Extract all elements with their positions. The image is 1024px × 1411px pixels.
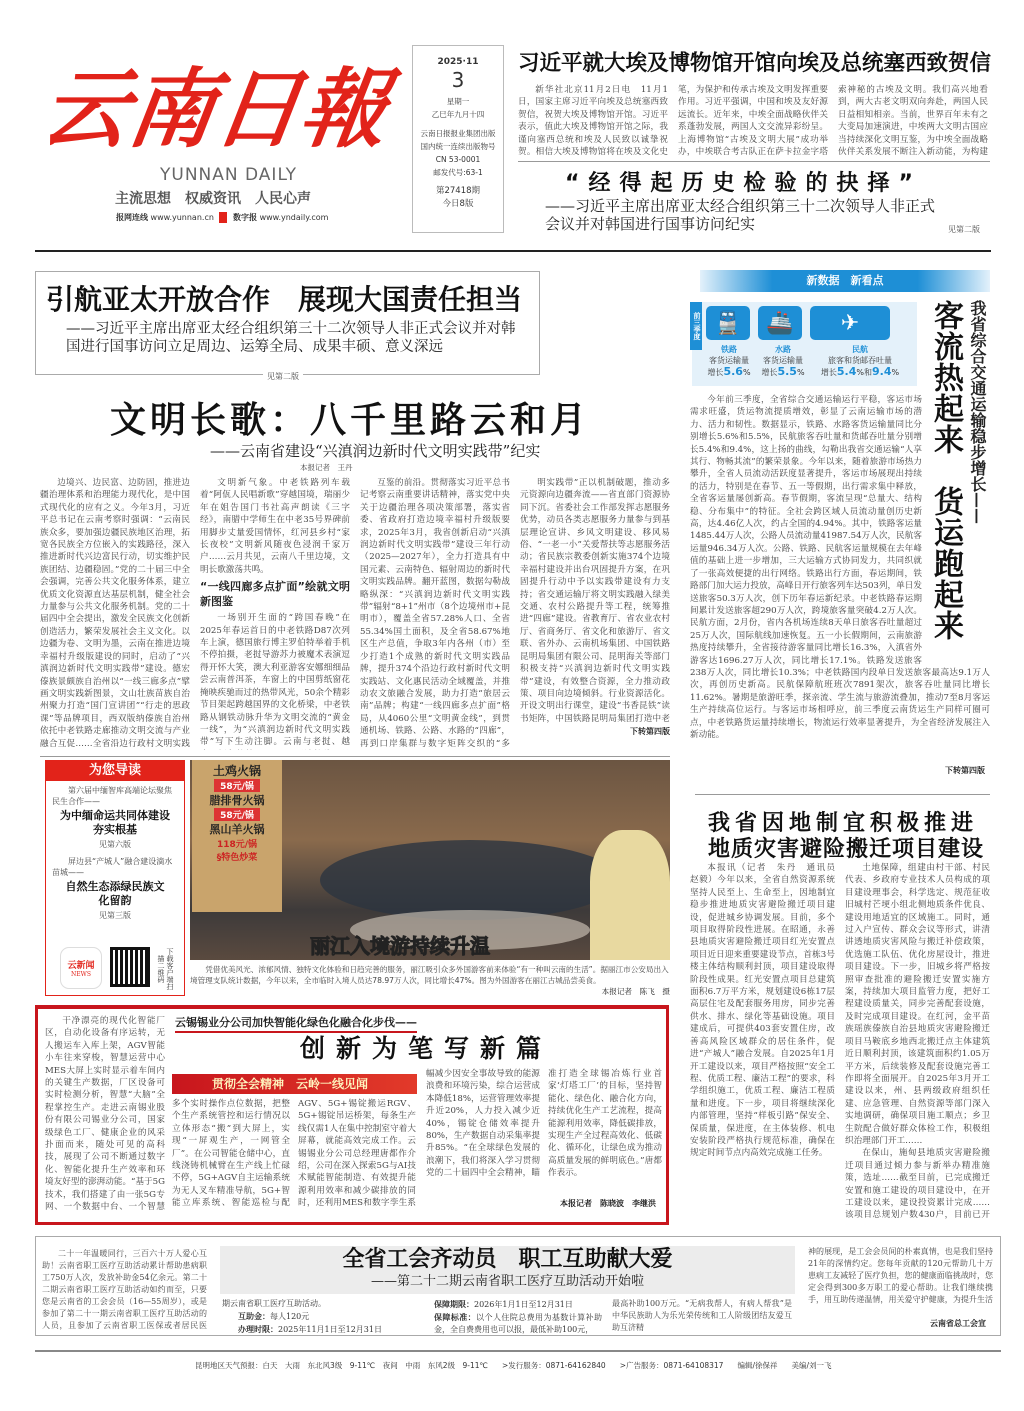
tin-col-3: AGV、5G+锡锭搬运RGV、5G+锡锭吊运桥架，每条生产线仅需1人在集中控制室守着大屏幕，就能高效完成工作。云锡锡业分公司总经理唐都作介绍，公司在深入探索5G与AI技术赋能智能制造、有效提升能源利用效率和减少碳排放的同时，还利用MES和数字孪生系 xyxy=(298,1099,416,1209)
union-title-band: 全省工会齐动员 职工互助献大爱 ——第二十二期云南省职工医疗互助活动开始啦 xyxy=(220,1246,795,1294)
divider xyxy=(518,161,990,162)
apec-subtitle: ——习近平主席出席亚太经合组织第三十二次领导人非正式会议并对韩国进行国事访问立足周边、运筹全局、成果丰硕、意义深远 xyxy=(66,321,516,355)
union-mid-1: 期云南省职工医疗互助活动。 互助金：每人120元 办理时限：2025年11月1日至12月31日 xyxy=(222,1299,382,1334)
guide-item-title[interactable]: 自然生态添绿民族文化留韵 xyxy=(65,880,165,907)
period-tag: 前三季度 xyxy=(690,302,702,350)
divider xyxy=(695,794,990,795)
lead-body: 新华社北京11月2日电 11月1日，国家主席习近平向埃及总统塞西致贺信，祝贺大埃及博物馆开馆。习近平表示，值此大埃及博物馆开馆之际，我谨向塞西总统和埃及人民致以诚挚祝贺。相信大埃及博物馆将在埃及文化史 笔，为保护和传承古埃及文明发挥重要作用。习近平强调，中国和埃及友好源远流长。近年来，中埃全面战略伙伴关系蓬勃发展，两国人文交流异彩纷呈。上海博物馆“古埃及文明大展”成功举办，中埃联合考古队正在萨卡拉金字塔 索神秘的古埃及文明。我们高兴地看到，两大古老文明双向奔赴，两国人民日益相知相亲。当前，世界百年未有之大变局加速演进，中埃两大文明古国应当持续深化文明互鉴，为中埃全面战略伙伴关系发展不断注入新动能，为构建 xyxy=(518,85,988,158)
civilization-subtitle: ——云南省建设“兴滇润边新时代文明实践带”纪实 xyxy=(210,442,541,460)
relocation-headline-1[interactable]: 我省因地制宜积极推进 xyxy=(708,811,979,836)
qr-caption: 下载客户端扫描二维码 xyxy=(157,948,174,990)
app-icon[interactable]: 云新闻 NEWS xyxy=(60,947,102,989)
section-rule xyxy=(35,250,991,252)
diners xyxy=(320,840,620,920)
lead-headline[interactable]: 习近平就大埃及博物馆开馆向埃及总统塞西致贺信 xyxy=(518,51,992,76)
tin-kicker: 云锡锡业分公司加快智能化绿色化融合化步伐—— xyxy=(175,1014,417,1033)
web-links: 报网连线 www.yunnan.cn 数字报 www.yndaily.com xyxy=(116,213,329,222)
english-name: YUNNAN DAILY xyxy=(160,165,298,185)
relocation-headline-2[interactable]: 地质灾害避险搬迁项目建设 xyxy=(708,837,985,862)
transport-headline[interactable]: 客流热起来 货运跑起来 xyxy=(928,300,963,641)
union-left: 二十一年温暖同行，三百六十万人爱心互助！云南省职工医疗互助活动累计帮助患病职工750万人次，发放补助金54亿余元。第二十二期云南省职工医疗互助活动如约而至，只要您是云南省的工会会员（16—55周岁），或是参加了第二十一期云南省职工医疗互助活动的人员，且参加了云南省职工医保或者居民医 xyxy=(42,1249,207,1330)
civilization-body: 边境兴、边民富、边防固，推进边疆治理体系和治理能力现代化，是中国式现代化的应有之义。今年3月，习近平总书记在云南考察时强调：“云南民族众多，要加强边疆民族地区治理，拓宽各民族全方位嵌入的实践路径，深入推进新时代兴边富民行动，切实维护民族团结、边疆稳固。”党的二十届三中全会强调，完善公共文化服务体系，建立优质文化资源直达基层机制，健全社会力量参与公共文化服务机制。党的二十届四中全会提出，激发全民族文化创新创造活力，繁荣发展社会主义文化。以边疆为卷、文明为墨，云南在推进边境幸福村升级版建设的同时，启动了“兴滇润边新时代文明实践带”建设。德宏傣族景颇族自治州以“一线三廊多点”擘画文明实践新图景，文山壮族苗族自治州聚力打造“国门宣讲团”“行走的思政课”等品牌项目，西双版纳傣族自治州依托中老铁路走廊推动文明交流与产业融合互促……全省沿边行政村文明实践 文明新气象。中老铁路列车载着“阿佤人民唱新歌”穿越国境，瑞丽少年在姐告国门书社高声朗读《三字经》，南腊中学师生在中老35号界碑前用脚步丈量爱国情怀，红河县乡村“家长夜校”文明新风随夜色浸润千家万户……云月共见，云南八千里边境，文明长歌激荡共鸣。 “一线四廊多点扩面”绘就文明新图鉴 一场别开生面的“跨国春晚”在2025年春运首日的中老铁路D87次列车上演，德国旅行博主罗伯特举着手机不停拍摄，老挝导游苏力被魔术表演逗得开怀大笑，澳大利亚游客安娜细细品尝云南普洱茶，车窗上的中国剪纸窗花掩映疾驰而过的热带风光，50余个精彩节目架起跨越国界的文化桥梁，中老铁路从钢铁动脉升华为文明交流的“黄金一线”，为“兴滇润边新时代文明实践带”写下生动注脚。云南与老挝、越 互鉴的前沿。贯彻落实习近平总书记考察云南重要讲话精神，落实党中央关于边疆治理各项决策部署，落实省委、省政府打造边境幸福村升级版要求，2025年3月，我省创新启动“兴滇润边新时代文明实践带”建设三年行动（2025—2027年），全力打造具有中国元素、云南特色、辐射周边的新时代文明实践品牌。翻开蓝图，数据勾勒战略纵深：“兴滇润边新时代文明实践带”辐射“8+1”州市（8个边境州市+昆明市），覆盖全省57.28%人口、全省55.34%国土面积，及全省58.67%地区生产总值，争取3年内各州（市）至少打造1个成熟的新时代文明实践品牌，提升374个沿边行政村新时代文明实践站、文化惠民活动全域覆盖，并推动农文旅融合发展，助力打造“旅居云南”品牌；构建“一线四廊多点扩面”格局，从4060公里“文明黄金线”，到贯通机场、铁路、公路、水路的“四廊”，再到口岸集群与数字矩阵交织的“多 明实践带”正以机制破题，推动多元资源向边疆奔流——省直部门资源协同下沉。省委社会工作部发挥志愿服务优势，动员各类志愿服务力量参与到基层理论宣讲、乡风文明建设、移风易俗、“一老一小”关爱帮扶等志愿服务活动；省民族宗教委创新实施374个边境幸福村建设并出台巩固提升方案，在巩固提升行动中予以实践带建设有力支持；省交通运输厅将文明实践融入绿美交通、农村公路提升等工程，统筹推进“四廊”建设。省教育厅、省农业农村厅、省商务厅、省文化和旅游厅、省文联、省外办、云南机场集团、中国铁路昆明局集团有限公司、昆明海关等部门积极支持“兴滇润边新时代文明实践带”建设，有效整合资源，全力推动政策、项目向边境倾斜。行业资源活化。开设文明出行课堂，建设“书香昆铁”读书矩阵，中国铁路昆明局集团打造中老 下转第四版 xyxy=(40,478,670,749)
ship-icon: 🚢 xyxy=(758,306,802,340)
transport-kicker: 我省综合交通运输稳步增长—— xyxy=(968,300,987,524)
tin-col-1: 干净漂亮的现代化智能厂区，自动化设备有序运转，无人搬运车入库上架，AGV智能小车往来穿梭，智慧运营中心MES大屏上实时显示着车间内的关键生产数据，厂区设备可实时检测分析，智慧“大脑”全程掌控生产。走进云南锡业股份有限公司锡业分公司，国家级绿色工厂、健康企业的风采扑面而来，随处可见的高科技，展现了公司不断通过数字化、智能化提升生产效率和环境友好型的澎湃动能。“基于5G技术，我们搭建了由一张5G专网、一个数据中台、一个智慧 xyxy=(45,1016,165,1213)
qr-code[interactable] xyxy=(110,947,150,987)
footer-info xyxy=(195,1360,832,1371)
union-right: 神的展现，是工会会员间的朴素真情，也是我们坚持21年的深情约定。您每年贡献的120元帮助几十万患病工友减轻了医疗负担，您的健康面临挑战时，您定会得到300多万职工的爱心帮助。让我们继续携手，用互助传递温情，用关爱守护健康，为提升生活 xyxy=(808,1247,993,1304)
photo-caption: 凭借优美风光、浓郁风情、独特文化体验和日趋完善的服务，丽江吸引众多外国游客前来体验“有一种叫云南的生活”。据丽江市公安局出入境管理支队统计数据，今年以来，全市临时入境人员达78.97万人次，同比增长47%。图为外国游客在丽江古城品尝美食。 本报记者 陈飞 摄 xyxy=(190,965,670,996)
tin-byline: 本报记者 陈晓波 李继洪 xyxy=(560,1199,656,1208)
subhead: “一线四廊多点扩面”绘就文明新图鉴 xyxy=(200,580,350,609)
union-mid-3: 最高补助100万元。“无病我帮人，有病人帮我”是中华民族助人为乐光荣传统和工人阶级团结友爱互助互济精 xyxy=(612,1299,792,1332)
continued-link[interactable]: 下转第四版 xyxy=(945,766,985,775)
data-banner: 新数据 新看点 xyxy=(700,270,990,292)
footer-rule xyxy=(35,1350,1001,1352)
slogan: 主流思想 权威资讯 人民心声 xyxy=(115,191,311,207)
digital-url[interactable]: www.yndaily.com xyxy=(259,213,329,222)
stat-aviation: 民航 旅客和货邮吞吐量 增长5.4%和9.4% xyxy=(820,345,900,378)
newspaper-logo: 云南日報 xyxy=(35,59,395,160)
see-page-2[interactable]: 见第二版 xyxy=(263,371,303,382)
quote-subtitle: ——习近平主席出席亚太经合组织第三十二次领导人非正式会议并对韩国进行国事访问纪实 xyxy=(545,197,936,233)
stat-water: 水路 客货运输量 增长5.5% xyxy=(761,345,805,378)
designer: 美编/刘一飞 xyxy=(791,1361,832,1370)
guide-header: 为您导读 xyxy=(46,761,184,781)
editor: 编辑/徐保祥 xyxy=(737,1361,778,1370)
plane-icon: ✈ xyxy=(810,306,890,340)
digital-paper-icon xyxy=(219,212,227,223)
waitress xyxy=(590,830,670,960)
ad-phone: >广告服务：0871-64108317 xyxy=(619,1361,724,1370)
masthead xyxy=(35,40,400,230)
lijiang-photo xyxy=(190,760,670,960)
web-url[interactable]: www.yunnan.cn xyxy=(150,213,214,222)
stats-panel xyxy=(692,302,917,386)
transport-body: 今年前三季度，全省综合交通运输运行平稳，客运市场需求旺盛，货运物流提质增效，彰显了云南运输市场的潜力、活力和韧性。数据显示，铁路、水路客货运输量同比分别增长5.6%和5.5%，民航旅客吞吐量和货邮吞吐量分别增长5.4%和9.4%，这上扬的曲线，勾勒出我省交通运输“人享其行、物畅其流”的繁荣景象。今年以来，随着旅游市场热力攀升，全省人员流动活跃度显著提升，客运市场展现出持续的活力，特别是在春节、五一等假期，出行需求集中释放，全省客运量屡创新高。春节假期，客流呈现“总量大、结构稳、分布集中”的特征。全社会跨区域人员流动量创历史新高，达4.46亿人次，约占全国的4.94%。其中，铁路客运量1485.44万人次，公路人员流动量41987.54万人次，民航客运量946.34万人次。公路、铁路、民航客运量规模在去年峰值的基础上进一步增加，三大运输方式协同发力，共同织就了一张高效便捷的出行网络。铁路出行方面，春运期间，铁路部门加大运力投放，高峰日开行旅客列车达503列，单日发送旅客50.3万人次，创下历年春运新纪录。中老铁路春运期间累计发送旅客超290万人次，跨境旅客量突破4.2万人次。民航方面，2月份，省内各机场连续8天单日旅客吞吐量超过25万人次，国际航线加速恢复。五一小长假期间，云南旅游热度持续攀升，全省接待游客量同比增长16.3%，入滇省外游客达1696.27万人次，同比增长17.1%。铁路发送旅客238万人次，同比增长10.3%；中老铁路国内段单日发送旅客最高达9.1万人次，再创历史新高。民航保障航班班次7891架次，旅客吞吐量同比增长11.62%。暑期是旅游旺季，探亲流、学生流与旅游流叠加，推动7至8月客运生产持续高位运行。与客运市场相呼应，前三季度云南货运生产同样可圈可点，中老铁路货运量持续增长，物流运行效率显著提升，为全省经济发展注入新动能。 xyxy=(690,395,990,740)
apec-box xyxy=(35,271,540,375)
tin-col-4: 幅减少因安全事故导致的能源浪费和环境污染，综合运营成本降低18%，运营管理效率提升近20%，人力投入减少近40%，锡锭仓储效率提升80%，生产数据自动采集率提升85%。“在全球绿色发展的浪潮下，我们将深入学习贯彻党的二十届四中全会精神，瞄准打造全球锡冶炼行业首家‘灯塔工厂’的目标，坚持智能化、绿色化、融合化方向，持续优化生产工艺流程，提高能源利用效率，降低碳排放，实现生产全过程高效化、低碳化、循环化，让绿色成为推动高质量发展的鲜明底色。”唐都作表示。 xyxy=(426,1069,662,1179)
union-mid-2: 保障期限：2026年1月1日至12月31日 保障标准：以个人住院总费用为基数计算补助金，全自费费用也可以报，最低补助100元， xyxy=(434,1299,602,1334)
train-icon: 🚆 xyxy=(706,306,750,340)
guide-box: 为您导读 第六届中缅智库高端论坛聚焦民生合作—— 为中缅命运共同体建设夯实根基 见第六版 屏边县“产城人”融合建设滴水苗城—— 自然生态添绿民族文化留韵 见第三版 云新闻 NEWS 下载客户端扫描二维码 xyxy=(45,760,185,996)
guide-item-title[interactable]: 为中缅命运共同体建设夯实根基 xyxy=(60,809,170,836)
continued-link[interactable]: 下转第四版 xyxy=(630,727,670,736)
campaign-banner: 贯彻全会精神 云岭一线见闻 xyxy=(172,1074,417,1094)
stat-rail: 铁路 客货运输量 增长5.6% xyxy=(707,345,751,378)
menu-board: 土鸡火锅 58元/锅 腊排骨火锅 58元/锅 黑山羊火锅 118元/锅 §特色炒菜 xyxy=(192,760,282,912)
byline: 本报记者 王丹 xyxy=(300,463,353,472)
union-sign: 云南省总工会宣 xyxy=(930,1319,986,1328)
date-box: 2025·11 3 星期一 乙巳年九月十四 云南日报报业集团出版 国内统一连续出版物号 CN 53-0001 邮发代号:63-1 第27418期 今日8版 xyxy=(412,45,504,233)
see-page-2[interactable]: 见第二版 xyxy=(948,225,980,234)
tin-headline[interactable]: 创新为笔写新篇 xyxy=(300,1034,553,1063)
tin-col-2: 多个实时操作点位数据，把整个生产系统管控和运行情况以立体形态“搬”到大屏上，实现“一屏观生产，一网管全厂”。在公司智能仓储中心，直线浇铸机械臂在生产线上忙碌不停，5G+AGV自主运输系统为无人叉车精准导航，5G+智能立库系统、智能巡检与配 xyxy=(172,1099,290,1209)
apec-headline[interactable]: 引航亚太开放合作 展现大国责任担当 xyxy=(46,283,523,316)
divider xyxy=(40,756,670,757)
relocation-body: 本报讯（记者 朱丹 通讯员 赵毅）今年以来，全省自然资源系统坚持人民至上、生命至上，因地制宜稳步推进地质灾害避险搬迁项目建设，促进城乡协调发展。目前，多个项目取得阶段性进展。在昭通，永善县地质灾害避险搬迁项目红光安置点项目近日迎来重要建设节点，首栋3号楼主体结构顺利封顶，项目建设取得阶段性成果。红光安置点项目总建筑面积6.7万平方米，规划建设6栋17层高层住宅及配套服务用房，同步完善供水、排水、绿化等基础设施。项目建成后，可提供403套安置住房，改善高风险区域群众的居住条件，促进“产城人”融合发展。自2025年1月开工建设以来，项目严格按照“安全工程、优质工程、廉洁工程”的要求，科学组织施工，优质工程、廉洁工程质量和进度。下一步，项目将继续深化内部管理，坚持“样板引路”保安全、保质量，保进度，在主体装修、机电安装阶段严格执行规范标准，确保在规定时间节点内高效完成施工任务。 土地保障，组建由村干部、村民代表、乡政府专业技术人员构成的项目建设理事会，科学选定、规范征收旧城村芒埂小组北侧地质条件优良、建设用地适宜的区域施工。同时，通过入户宣传、群众会议等形式，讲清讲透地质灾害风险与搬迁补偿政策，优选施工队伍、优化房屋设计，推进项目建设。下一步，旧城乡将严格按照审查批准的避险搬迁安置实施方案，持续加大项目监管力度，把好工程建设质量关，同步完善配套设施，及时完成项目建设。在红河，金平苗族瑶族傣族自治县地质灾害避险搬迁项目马鞍底乡地西北搬迁点主体建筑近日顺利封顶，该建筑面积约1.05万平方米，后续装修及配套设施完善工作即将全面展开。自2025年3月开工建设以来，州、县两级政府组织任建、应急管理、自然资源等部门深入实地调研，确保项目施工顺点；乡卫生院配合做好群众体检工作，积极组织治理部门开工…… 在保山，施甸县地质灾害避险搬迁项目通过倾力参与新举办精准施策，选址……截至目前，已完成搬迁安置和施工建设的项目建设中，在开工建设以来，建设投资累计完成……该项目总规划户数430户，目前已开 xyxy=(690,863,990,1221)
civilization-headline[interactable]: 文明长歌：八千里路云和月 xyxy=(110,400,591,441)
weather: 昆明地区天气预报：白天 大雨 东北风3级 9-11℃ 夜间 中雨 东风2级 9-11℃ xyxy=(195,1361,488,1370)
distribution-phone: >发行服务：0871-64162840 xyxy=(501,1361,606,1370)
quote-headline[interactable]: “经得起历史检验的抉择” xyxy=(565,171,922,196)
photo-title: 丽江入境游持续升温 xyxy=(310,934,490,958)
